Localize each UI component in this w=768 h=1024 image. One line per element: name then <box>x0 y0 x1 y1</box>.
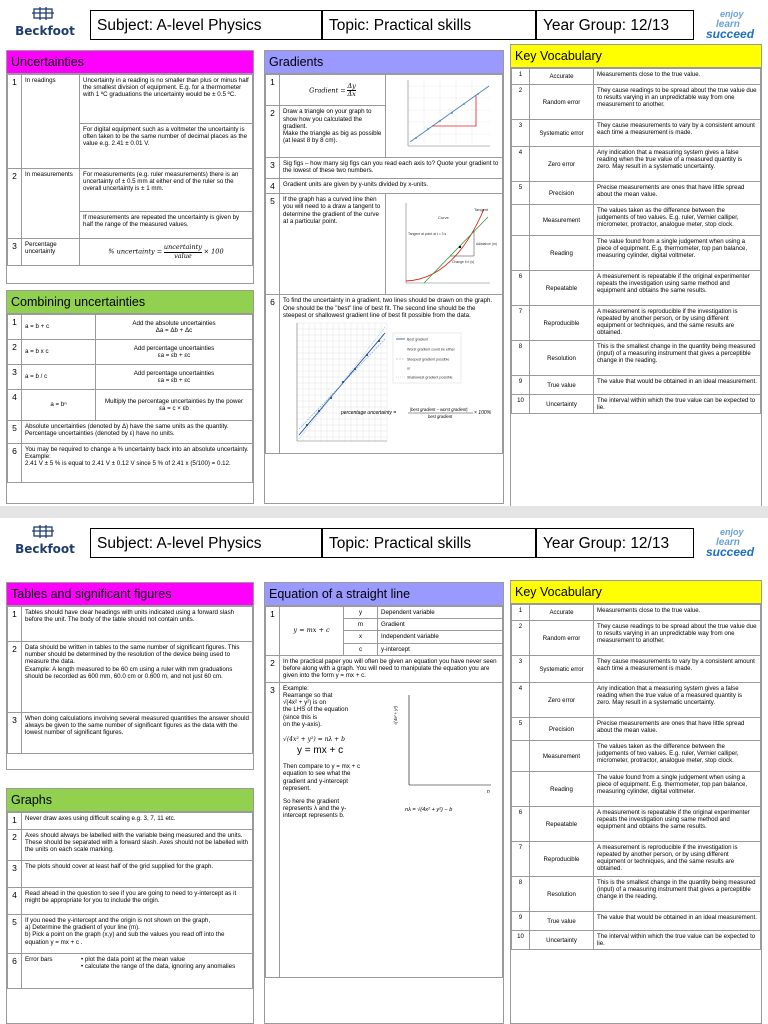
vocab-term: Reading <box>530 236 594 271</box>
table-row: 6 Error bars • plot the data point at the mean value • calculate the range of the data, ignoring any anomalies <box>8 954 253 989</box>
vocab-number: 4 <box>512 147 530 182</box>
svg-text:√(4x² + y²): √(4x² + y²) <box>393 705 398 725</box>
vocab-row <box>512 807 761 842</box>
year-group-box: Year Group: 12/13 <box>536 10 694 40</box>
vocab-definition: A measurement is reproducible if the investigation is repeated by another person, or by using different equipment or techniques, and the same results are obtained. <box>594 306 761 341</box>
logo-text: Beckfoot <box>15 24 75 38</box>
combining-table <box>7 314 253 483</box>
gradient-triangle-figure <box>386 75 503 158</box>
vocab-term: Repeatable <box>530 807 594 842</box>
tables-sig-figs-panel <box>6 582 254 770</box>
page-top <box>0 0 768 506</box>
table-row: 2 Axes should always be labelled with the variable being measured and the units. These should be separated with a forward slash. Axes should not be labelled with the units on each scale marking. <box>8 830 253 861</box>
vocab-term: Resolution <box>530 341 594 376</box>
vocab-row <box>512 718 761 741</box>
vocab-row <box>512 912 761 931</box>
table-row: 6 To find the uncertainty in a gradient, two lines should be drawn on the graph. One should be the "best" line of best fit. The second line should be the steepest or shallowest gradient line of best fit possible from the data. Best gradient Worst gradient could be either Steepest gradient possible or Shallowest gradient possible percentage uncertainty = |best gradient − worst gradient| best gradient × 100% <box>266 295 503 454</box>
topic-box: Topic: Practical skills <box>322 528 536 558</box>
vocab-number: 8 <box>512 877 530 912</box>
vocab-term: Precision <box>530 718 594 741</box>
svg-text:|best gradient − worst gradien: |best gradient − worst gradient| <box>410 407 468 413</box>
tables-sig-figs-table <box>7 606 253 754</box>
svg-text:Best gradient: Best gradient <box>407 337 429 342</box>
subject-box: Subject: A-level Physics <box>90 10 322 40</box>
table-row: x Independent variable <box>266 631 503 643</box>
vocab-row <box>512 120 761 147</box>
vocab-definition: This is the smallest change in the quantity being measured (input) of a measuring instrument that gives a perceptible change in the reading. <box>594 341 761 376</box>
vocab-definition: A measurement is repeatable if the original experimenter repeats the investigation using same method and equipment and obtains the same results. <box>594 807 761 842</box>
vocab-definition: They cause readings to be spread about the true value due to results varying in an unpredictable way from one measurement to another. <box>594 85 761 120</box>
svg-text:Steepest gradient possible: Steepest gradient possible <box>407 357 450 362</box>
vocab-term: Random error <box>530 621 594 656</box>
table-row: If measurements are repeated the uncertainty is given by half the range of the measured values. <box>8 212 253 239</box>
svg-text:n: n <box>487 788 490 795</box>
vocab-row <box>512 842 761 877</box>
straight-line-panel <box>264 582 504 1024</box>
table-row: 2 In the practical paper you will often be given an equation you have never seen before along with a graph. You will need to manipulate the equation you are given into the form y = mx + c. <box>266 655 503 682</box>
vocab-number: 9 <box>512 376 530 395</box>
table-row: 3 a = b / c Add percentage uncertainties εa = εb + εc <box>8 365 253 390</box>
vocab-row <box>512 395 761 414</box>
vocab-term: Systematic error <box>530 120 594 147</box>
vocab-term: True value <box>530 376 594 395</box>
straight-line-title: Equation of a straight line <box>265 583 503 606</box>
vocab-row <box>512 182 761 205</box>
beckfoot-logo <box>6 524 84 560</box>
vocab-row <box>512 341 761 376</box>
vocab-number: 6 <box>512 271 530 306</box>
table-row: 3 Percentage uncertainty % uncertainty = uncertainty value × 100 <box>8 239 253 266</box>
vocab-definition: They cause measurements to vary by a consistent amount each time a measurement is made. <box>594 120 761 147</box>
key-vocabulary-table <box>511 68 761 414</box>
vocab-definition: Any indication that a measuring system gives a false reading when the true value of a measured quantity is zero. May result in a systematic uncertainty. <box>594 683 761 718</box>
table-row: 1 Tables should have clear headings with units indicated using a forward slash before the unit. The body of the table should not contain units. <box>8 607 253 642</box>
rearranged-equation: √(4x² + y²) = nλ + b <box>283 736 345 744</box>
vocab-definition: The value that would be obtained in an ideal measurement. <box>594 376 761 395</box>
vocab-row <box>512 271 761 306</box>
page-bottom <box>0 518 768 1024</box>
vocab-row <box>512 931 761 950</box>
vocab-row <box>512 741 761 772</box>
svg-text:Shallowest gradient possible: Shallowest gradient possible <box>407 375 453 380</box>
svg-text:percentage uncertainty =: percentage uncertainty = <box>341 410 397 417</box>
header <box>6 524 762 559</box>
vocab-number: 9 <box>512 912 530 931</box>
vocab-term: Zero error <box>530 147 594 182</box>
vocab-row <box>512 605 761 621</box>
vocab-number: 3 <box>512 120 530 147</box>
graphs-panel <box>6 788 254 1024</box>
svg-text:learn: learn <box>716 19 740 30</box>
vocab-number: 3 <box>512 656 530 683</box>
vocab-number: 1 <box>512 69 530 85</box>
enjoy-learn-succeed-logo <box>702 524 764 560</box>
vocab-number: 10 <box>512 395 530 414</box>
vocab-definition: The interval within which the true value can be expected to lie. <box>594 395 761 414</box>
table-row: 2 a = b x c Add percentage uncertainties εa = εb + εc <box>8 340 253 365</box>
vocab-row <box>512 621 761 656</box>
vocab-definition: This is the smallest change in the quantity being measured (input) of a measuring instrument that gives a perceptible change in the reading. <box>594 877 761 912</box>
vocab-definition: Measurements close to the true value. <box>594 69 761 85</box>
svg-text:or: or <box>407 366 411 371</box>
svg-text:best gradient: best gradient <box>428 414 453 420</box>
uncertainty-gradient-graph <box>283 319 493 449</box>
vocab-term: Reproducible <box>530 306 594 341</box>
key-vocabulary-table <box>511 604 761 950</box>
gradients-panel <box>264 50 504 504</box>
vocab-term: Zero error <box>530 683 594 718</box>
vocab-definition: A measurement is reproducible if the investigation is repeated by another person, or by using different equipment or techniques, and the same results are obtained. <box>594 842 761 877</box>
key-vocabulary-title: Key Vocabulary <box>511 45 761 68</box>
vocab-definition: Measurements close to the true value. <box>594 605 761 621</box>
table-row: 2 Draw a triangle on your graph to show how you calculated the gradient. Make the triangle as big as possible (at least 8 by 8 cm). <box>266 106 503 158</box>
vocab-term: Uncertainty <box>530 931 594 950</box>
vocab-row <box>512 772 761 807</box>
graphs-title: Graphs <box>7 789 253 812</box>
vocab-term: Repeatable <box>530 271 594 306</box>
table-row: 3 Example: Rearrange so that √(4x² + y²) is on the LHS of the equation (since this is on the y-axis). √(4x² + y²) = nλ + b y = mx + c Then compare to y = mx + c equation to see what the gradient and y-intercept represent. So here the gradient represents λ and the y- intercept represents b. √(4x² + y²) n nλ = √(4x² + y²) − b <box>266 682 503 977</box>
table-row: 4 Read ahead in the question to see if you are going to need to y-intercept as it might be appropriate for you to include the origin. <box>8 888 253 915</box>
vocab-number: 5 <box>512 718 530 741</box>
logo-text: Beckfoot <box>15 542 75 556</box>
vocab-definition: Any indication that a measuring system gives a false reading when the true value of a measured quantity is zero. May result in a systematic uncertainty. <box>594 147 761 182</box>
table-row: 3 The plots should cover at least half of the grid supplied for the graph. <box>8 861 253 888</box>
topic-box: Topic: Practical skills <box>322 10 536 40</box>
vocab-number: 7 <box>512 842 530 877</box>
table-row: 1 a = b + c Add the absolute uncertainties Δa = Δb + Δc <box>8 315 253 340</box>
vocab-term: Reproducible <box>530 842 594 877</box>
vocab-term: Uncertainty <box>530 395 594 414</box>
combining-title: Combining uncertainties <box>7 291 253 314</box>
table-row: 6 You may be required to change a % uncertainty back into an absolute uncertainty. Example: 2.41 V ± 5 % is equal to 2.41 V ± 0.12 V since 5 % of 2.41 x (5/100) = 0.12. <box>8 444 253 483</box>
enjoy-learn-succeed-logo <box>702 6 764 42</box>
vocab-row <box>512 205 761 236</box>
vocab-row <box>512 656 761 683</box>
vocab-term: True value <box>530 912 594 931</box>
vocab-definition: The value found from a single judgement when using a piece of equipment. E.g. thermometer, top pan balance, measuring cylinder, digital voltmeter. <box>594 236 761 271</box>
vocab-definition: Precise measurements are ones that have little spread about the mean value. <box>594 718 761 741</box>
table-row: 2 Data should be written in tables to the same number of significant figures. This number should be determined by the resolution of the device being used to measure the data. Example: A length measured to be 60 cm using a ruler with mm graduations should be recorded as 600 mm, 60.0 cm or 0.600 m, and not just 60 cm. <box>8 642 253 713</box>
table-row: 1 y = mx + c y Dependent variable <box>266 607 503 619</box>
gradient-graph-figure <box>387 76 501 154</box>
table-row: For digital equipment such as a voltmeter the uncertainty is often taken to be the same number of decimal places as the value e.g. 2.41 ± 0.01 V. <box>8 124 253 169</box>
vocab-row <box>512 683 761 718</box>
vocab-term: Accurate <box>530 69 594 85</box>
gradient-formula: Gradient = $\frac{\Delta y}{\Delta x}$ <box>280 75 386 106</box>
vocab-term: Measurement <box>530 205 594 236</box>
vocab-number: 2 <box>512 85 530 120</box>
vocab-row <box>512 376 761 395</box>
vocab-term: Systematic error <box>530 656 594 683</box>
vocab-definition: Precise measurements are ones that have little spread about the mean value. <box>594 182 761 205</box>
vocab-term: Measurement <box>530 741 594 772</box>
table-row: 5 If you need the y-intercept and the origin is not shown on the graph, a) Determine the gradient of your line (m). b) Pick a point on the graph (x,y) and sub the values you read off into the equation y = mx + c . <box>8 915 253 954</box>
table-row: 1 Gradient = $\frac{\Delta y}{\Delta x}$ <box>266 75 503 106</box>
vocab-term: Accurate <box>530 605 594 621</box>
graphs-table <box>7 812 253 989</box>
vocab-definition: A measurement is repeatable if the original experimenter repeats the investigation using same method and equipment and obtains the same results. <box>594 271 761 306</box>
table-row: 1 Never draw axes using difficult scaling e.g. 3, 7, 11 etc. <box>8 813 253 830</box>
vocab-number: 10 <box>512 931 530 950</box>
key-vocabulary-panel <box>510 580 762 1024</box>
vocab-term: Random error <box>530 85 594 120</box>
table-row: 4 Gradient units are given by y-units divided by x-units. <box>266 179 503 194</box>
vocab-number: 7 <box>512 306 530 341</box>
header <box>6 6 762 41</box>
svg-text:enjoy: enjoy <box>720 527 744 537</box>
uncertainties-panel <box>6 50 254 284</box>
gradients-title: Gradients <box>265 51 503 74</box>
comparison-equation: y = mx + c <box>297 745 344 757</box>
vocab-number: 5 <box>512 182 530 205</box>
vocab-definition: They cause measurements to vary by a consistent amount each time a measurement is made. <box>594 656 761 683</box>
vocab-number <box>512 205 530 236</box>
combining-uncertainties-panel <box>6 290 254 504</box>
crest-icon <box>32 6 54 20</box>
table-row: 3 When doing calculations involving several measured quantities the answer should always be given to the same number of significant figures as the data with the lowest number of significant figures. <box>8 713 253 754</box>
table-row: 2 In measurements For measurements (e.g. ruler measurements) there is an uncertainty of ± 0.5 mm at either end of the ruler so the overall uncertainty is ± 1 mm. <box>8 169 253 212</box>
svg-text:Tangent: Tangent <box>474 207 489 213</box>
uncertainties-table <box>7 74 253 266</box>
svg-text:succeed: succeed <box>706 27 755 41</box>
key-vocabulary-panel <box>510 44 762 506</box>
vocab-number: 6 <box>512 807 530 842</box>
svg-text:Curve: Curve <box>438 215 449 221</box>
crest-icon <box>32 524 54 538</box>
straight-line-table <box>265 606 503 978</box>
vocab-number <box>512 236 530 271</box>
vocab-row <box>512 69 761 85</box>
vocab-definition: The values taken as the difference between the judgements of two values. E.g. ruler, Vernier calliper, micrometer, protractor, analogue meter, stop clock. <box>594 205 761 236</box>
svg-text:enjoy: enjoy <box>720 9 744 19</box>
vocab-number: 4 <box>512 683 530 718</box>
vocab-definition: The values taken as the difference between the judgements of two values. E.g. ruler, Vernier calliper, micrometer, protractor, analogue meter, stop clock. <box>594 741 761 772</box>
vocab-term: Reading <box>530 772 594 807</box>
svg-text:Worst gradient could be either: Worst gradient could be either <box>407 347 455 352</box>
uncertainties-title: Uncertainties <box>7 51 253 74</box>
tables-sig-figs-title: Tables and significant figures <box>7 583 253 606</box>
vocab-row <box>512 236 761 271</box>
table-row: 4 a = bⁿ Multiply the percentage uncertainties by the power εa = c × εb <box>8 390 253 421</box>
vocab-term: Resolution <box>530 877 594 912</box>
key-vocabulary-title: Key Vocabulary <box>511 581 761 604</box>
vocab-definition: They cause readings to be spread about the true value due to results varying in an unpredictable way from one measurement to another. <box>594 621 761 656</box>
svg-text:Tangent at point at t = 3 s: Tangent at point at t = 3 s <box>408 232 447 237</box>
table-row: 1 In readings Uncertainty in a reading is no smaller than plus or minus half the smallest division of equipment. E.g. for a thermometer with 1 ºC graduations the uncertainty would be ± 0.5 ºC. <box>8 75 253 124</box>
vocab-term: Precision <box>530 182 594 205</box>
svg-text:learn: learn <box>716 537 740 548</box>
vocab-number: 2 <box>512 621 530 656</box>
gradients-table <box>265 74 503 454</box>
svg-text:succeed: succeed <box>706 545 755 559</box>
tangent-figure <box>387 195 501 291</box>
straight-line-graph <box>387 685 497 815</box>
vocab-row <box>512 306 761 341</box>
table-row: 5 Absolute uncertainties (denoted by Δ) have the same units as the quantity. Percentage uncertainties (denoted by ε) have no units. <box>8 421 253 444</box>
table-row: c y-intercept <box>266 643 503 655</box>
table-row: m Gradient <box>266 619 503 631</box>
vocab-number: 1 <box>512 605 530 621</box>
vocab-row <box>512 147 761 182</box>
vocab-row <box>512 877 761 912</box>
table-row: 3 Sig figs – how many sig figs can you read each axis to? Quote your gradient to the lowest of these two numbers. <box>266 158 503 179</box>
year-group-box: Year Group: 12/13 <box>536 528 694 558</box>
vocab-definition: The value found from a single judgement when using a piece of equipment. E.g. thermometer, top pan balance, measuring cylinder, digital voltmeter. <box>594 772 761 807</box>
table-row: 5 If the graph has a curved line then you will need to a draw a tangent to determine the gradient of the curve at a particular point. Curve Tangent Tangent at point at t = 3 s Δdistance (m) Change in t (s) <box>266 194 503 295</box>
vocab-row <box>512 85 761 120</box>
vocab-number <box>512 772 530 807</box>
vocab-definition: The interval within which the true value can be expected to lie. <box>594 931 761 950</box>
percentage-uncertainty-formula: % uncertainty = uncertainty value × 100 <box>80 239 253 266</box>
svg-text:Δdistance (m): Δdistance (m) <box>476 242 497 247</box>
vocab-definition: The value that would be obtained in an ideal measurement. <box>594 912 761 931</box>
vocab-number: 8 <box>512 341 530 376</box>
beckfoot-logo <box>6 6 84 42</box>
subject-box: Subject: A-level Physics <box>90 528 322 558</box>
svg-text:nλ = √(4x² + y²) − b: nλ = √(4x² + y²) − b <box>405 806 453 813</box>
svg-text:× 100%: × 100% <box>474 410 492 417</box>
svg-text:Change in t (s): Change in t (s) <box>452 260 475 265</box>
vocab-number <box>512 741 530 772</box>
